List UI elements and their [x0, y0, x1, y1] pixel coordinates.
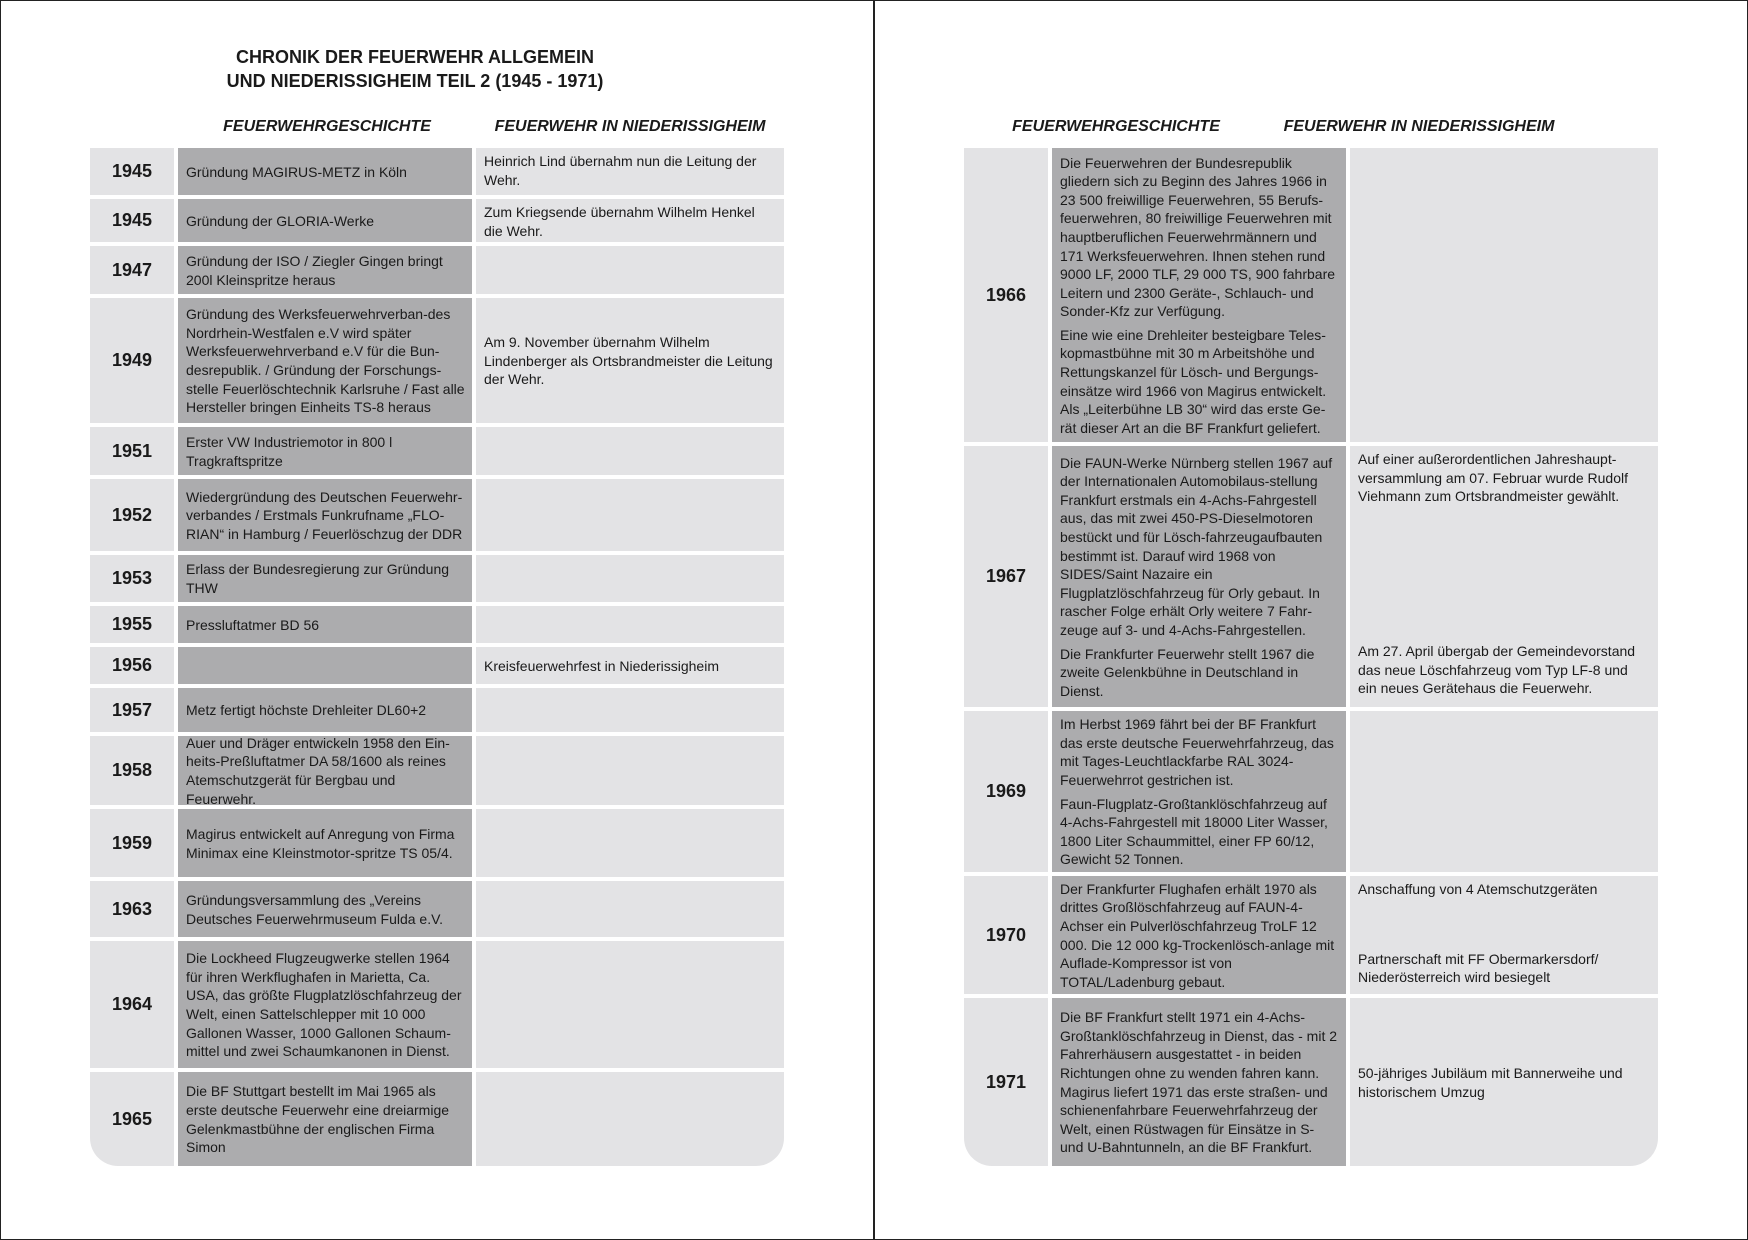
history-paragraph: Die Feuerwehren der Bundesrepublik gliedern sich zu Beginn des Jahres 1966 in 23 500 freiwillige Feuerwehren, 55 Berufs-feuerwehren, 80 freiwillige Feuerwehren mit hauptberuflichen Feuerwehrmännern und 171 Werksfeuerwehren. Ihnen stehen rund 9000 LF, 2000 TLF, 29 000 TS, 900 fahrbare Leitern und 2300 Geräte-, Schlauch- und Sonder-Kfz zur Verfügung.: [1060, 154, 1336, 320]
history-paragraph: Eine wie eine Drehleiter besteigbare Teles-kopmastbühne mit 30 m Arbeitshöhe und Rettungskanzel für Lösch- und Bergungs-einsätze wird 1966 von Magirus entwickelt. Als „Leiterbühne LB 30“ wird das erste Ge-rät dieser Art an die BF Frankfurt geliefert.: [1060, 326, 1327, 436]
history-cell: [178, 606, 476, 643]
history-cell: [178, 148, 476, 195]
table-row: [90, 881, 784, 941]
local-cell: [1350, 148, 1658, 442]
table-row: [964, 148, 1658, 446]
table-row: [90, 199, 784, 246]
table-row: [90, 688, 784, 736]
year-cell: 1963: [90, 881, 178, 937]
history-cell: [178, 736, 476, 805]
local-cell: [476, 199, 784, 242]
local-cell: [1350, 876, 1658, 994]
history-cell: [178, 1072, 476, 1166]
local-spacer: [1358, 899, 1650, 950]
history-cell: [1052, 876, 1350, 994]
column-header-history: FEUERWEHRGESCHICHTE: [1012, 118, 1220, 135]
history-cell: [178, 647, 476, 684]
table-row: [90, 427, 784, 479]
local-text: Am 9. November übernahm Wilhelm Lindenberger als Ortsbrandmeister die Leitung der Wehr.: [484, 334, 773, 388]
local-text: Am 27. April übergab der Gemeindevorstand das neue Löschfahrzeug vom Typ LF-8 und ein neues Gerätehaus die Feuerwehr.: [1358, 643, 1636, 697]
local-cell: [1350, 711, 1658, 872]
year-cell: 1949: [90, 298, 178, 423]
local-cell: [1350, 998, 1658, 1166]
year-cell: 1952: [90, 479, 178, 551]
table-row: [90, 555, 784, 606]
history-text: Auer und Dräger entwickeln 1958 den Ein-heits-Preßluftatmer DA 58/1600 als reines Atemschutzgerät für Bergbau und Feuerwehr.: [186, 734, 450, 807]
local-text: 50-jähriges Jubiläum mit Bannerweihe und historischem Umzug: [1358, 1064, 1623, 1100]
history-cell: [1052, 446, 1350, 707]
table-row: [90, 606, 784, 647]
year-cell: 1953: [90, 555, 178, 602]
local-text: Anschaffung von 4 Atemschutzgeräten: [1358, 881, 1598, 897]
table-row: [90, 1072, 784, 1166]
history-cell: [178, 688, 476, 732]
history-cell: [1052, 711, 1350, 872]
local-cell: [476, 809, 784, 877]
history-text: Erlass der Bundesregierung zur Gründung THW: [186, 561, 450, 596]
table-row: [964, 998, 1658, 1166]
local-cell: [476, 1072, 784, 1166]
table-row: [964, 876, 1658, 998]
history-text: Die Lockheed Flugzeugwerke stellen 1964 für ihren Werkflughafen in Marietta, Ca. USA, das größte Flugplatzlöschfahrzeug der Welt, einen Sattelschlepper mit 10 000 Gallonen Wasser, 1000 Gallonen Schaum-mittel und zwei Schaumkanonen in Dienst.: [186, 950, 462, 1060]
local-text: Partnerschaft mit FF Obermarkersdorf/ Niederösterreich wird besiegelt: [1358, 950, 1599, 986]
history-text: Gründungsversammlung des „Vereins Deutsches Feuerwehrmuseum Fulda e.V.: [186, 891, 444, 927]
history-cell: [178, 479, 476, 551]
year-cell: 1966: [964, 148, 1052, 442]
history-paragraph: Die FAUN-Werke Nürnberg stellen 1967 auf der Internationalen Automobilaus-stellung Frankfurt erstmals ein 4-Achs-Fahrgestell aus, das mit zwei 450-PS-Dieselmotoren bestückt und für Lösch-fahrzeugaufbauten bestimmt ist. Darauf wird 1968 von SIDES/Saint Nazaire ein Flugplatzlöschfahrzeug für Orly gebaut. In rascher Folge erhält Orly weitere 7 Fahr-zeuge auf 3- und 4-Achs-Fahrgestellen.: [1060, 454, 1333, 638]
table-row: [964, 446, 1658, 711]
local-cell: [476, 479, 784, 551]
history-text: Erster VW Industriemotor in 800 l Tragkraftspritze: [186, 433, 393, 469]
title-line-2: UND NIEDERISSIGHEIM TEIL 2 (1945 - 1971): [226, 71, 604, 91]
year-cell: 1970: [964, 876, 1052, 994]
table-row: [90, 298, 784, 427]
year-cell: 1964: [90, 941, 178, 1068]
year-cell: 1958: [90, 736, 178, 805]
history-cell: [178, 809, 476, 877]
column-header-local: FEUERWEHR IN NIEDERISSIGHEIM: [494, 118, 766, 135]
history-text: Gründung des Werksfeuerwehrverban-des Nordrhein-Westfalen e.V wird später Werksfeuerwehrverband e.V für die Bun-desrepublik. / Gründung der Forschungs-stelle Feuerlöschtechnik Karlsruhe / Fast alle Hersteller bringen Einheits TS-8 heraus: [186, 306, 465, 416]
year-cell: 1947: [90, 246, 178, 294]
chronicle-table-right: [964, 148, 1658, 1166]
history-paragraph: Faun-Flugplatz-Großtanklöschfahrzeug auf 4-Achs-Fahrgestell mit 18000 Liter Wasser, 1800 Liter Schaummittel, einer FP 60/12, Gewicht 52 Tonnen.: [1060, 795, 1328, 868]
page-title: [140, 45, 690, 93]
column-header-local: FEUERWEHR IN NIEDERISSIGHEIM: [1283, 118, 1555, 135]
year-cell: 1945: [90, 148, 178, 195]
year-cell: 1957: [90, 688, 178, 732]
history-cell: [178, 555, 476, 602]
history-text: Gründung MAGIRUS-METZ in Köln: [186, 163, 407, 180]
local-cell: [476, 941, 784, 1068]
title-line-1: CHRONIK DER FEUERWEHR ALLGEMEIN: [235, 47, 594, 67]
history-paragraph: Im Herbst 1969 fährt bei der BF Frankfurt das erste deutsche Feuerwehrfahrzeug, das mit Tages-Leuchtlackfarbe RAL 3024-Feuerwehrrot gestrichen ist.: [1060, 716, 1334, 788]
history-cell: [1052, 998, 1350, 1166]
local-cell: [476, 647, 784, 684]
history-text: Wiedergründung des Deutschen Feuerwehr-verbandes / Erstmals Funkrufname „FLO-RIAN“ in Hamburg / Feuerlöschzug der DDR: [186, 488, 463, 542]
history-text: Magirus entwickelt auf Anregung von Firma Minimax eine Kleinstmotor-spritze TS 05/4.: [186, 825, 455, 861]
column-header-history: FEUERWEHRGESCHICHTE: [223, 118, 431, 135]
local-cell: [476, 688, 784, 732]
table-row: [90, 736, 784, 809]
local-text: Kreisfeuerwehrfest in Niederissigheim: [484, 657, 719, 674]
year-cell: 1967: [964, 446, 1052, 707]
history-text: Metz fertigt höchste Drehleiter DL60+2: [186, 702, 427, 719]
chronicle-table-left: [90, 148, 784, 1166]
year-cell: 1969: [964, 711, 1052, 872]
local-cell: [476, 736, 784, 805]
history-cell: [178, 941, 476, 1068]
local-cell: [476, 555, 784, 602]
left-page: [0, 0, 873, 1240]
local-text: Zum Kriegsende übernahm Wilhelm Henkel die Wehr.: [484, 204, 755, 239]
history-cell: [178, 199, 476, 242]
year-cell: 1945: [90, 199, 178, 242]
table-row: [90, 941, 784, 1072]
history-cell: [178, 298, 476, 423]
history-paragraph: Die Frankfurter Feuerwehr stellt 1967 die zweite Gelenkbühne in Deutschland in Dienst.: [1060, 645, 1315, 699]
right-page: [875, 0, 1748, 1240]
table-row: [90, 246, 784, 298]
local-text: Auf einer außerordentlichen Jahreshaupt-versammlung am 07. Februar wurde Rudolf Viehmann zum Ortsbrandmeister gewählt.: [1358, 451, 1629, 505]
table-row: [90, 148, 784, 199]
year-cell: 1951: [90, 427, 178, 475]
year-cell: 1971: [964, 998, 1052, 1166]
history-text: Gründung der ISO / Ziegler Gingen bringt 200l Kleinspritze heraus: [186, 252, 443, 288]
history-cell: [178, 427, 476, 475]
local-cell: [476, 606, 784, 643]
local-cell: [476, 246, 784, 294]
history-cell: [1052, 148, 1350, 442]
local-cell: [476, 427, 784, 475]
local-spacer: [1358, 506, 1650, 642]
history-cell: [178, 246, 476, 294]
history-cell: [178, 881, 476, 937]
local-cell: [476, 298, 784, 423]
table-row: [964, 711, 1658, 876]
year-cell: 1955: [90, 606, 178, 643]
local-text: Heinrich Lind übernahm nun die Leitung der Wehr.: [484, 153, 757, 188]
year-cell: 1959: [90, 809, 178, 877]
local-cell: [476, 881, 784, 937]
year-cell: 1956: [90, 647, 178, 684]
history-paragraph: Der Frankfurter Flughafen erhält 1970 als drittes Großlöschfahrzeug auf FAUN-4-Achser ein Pulverlöschfahrzeug TroLF 12 000. Die 12 000 kg-Trockenlösch-anlage mit Auflade-Kompressor ist von TOTAL/Ladenburg gebaut.: [1060, 880, 1335, 990]
local-cell: [476, 148, 784, 195]
history-text: Die BF Stuttgart bestellt im Mai 1965 als erste deutsche Feuerwehr eine dreiarmige Gelenkmastbühne der englischen Firma Simon: [186, 1083, 450, 1156]
local-cell: [1350, 446, 1658, 707]
table-row: [90, 809, 784, 881]
year-cell: 1965: [90, 1072, 178, 1166]
history-text: Gründung der GLORIA-Werke: [186, 212, 375, 229]
table-row: [90, 479, 784, 555]
history-text: Pressluftatmer BD 56: [186, 616, 320, 633]
table-row: [90, 647, 784, 688]
history-paragraph: Die BF Frankfurt stellt 1971 ein 4-Achs-Großtanklöschfahrzeug in Dienst, das - mit 2 Fahrerhäusern ausgestattet - in beiden Richtungen ohne zu wenden fahren kann. Magirus liefert 1971 das erste straßen- und schienenfahrbare Feuerwehrfahrzeug der Welt, einen Rüstwagen für Einsätze in S- und U-Bahntunneln, an die BF Frankfurt.: [1060, 1009, 1338, 1156]
